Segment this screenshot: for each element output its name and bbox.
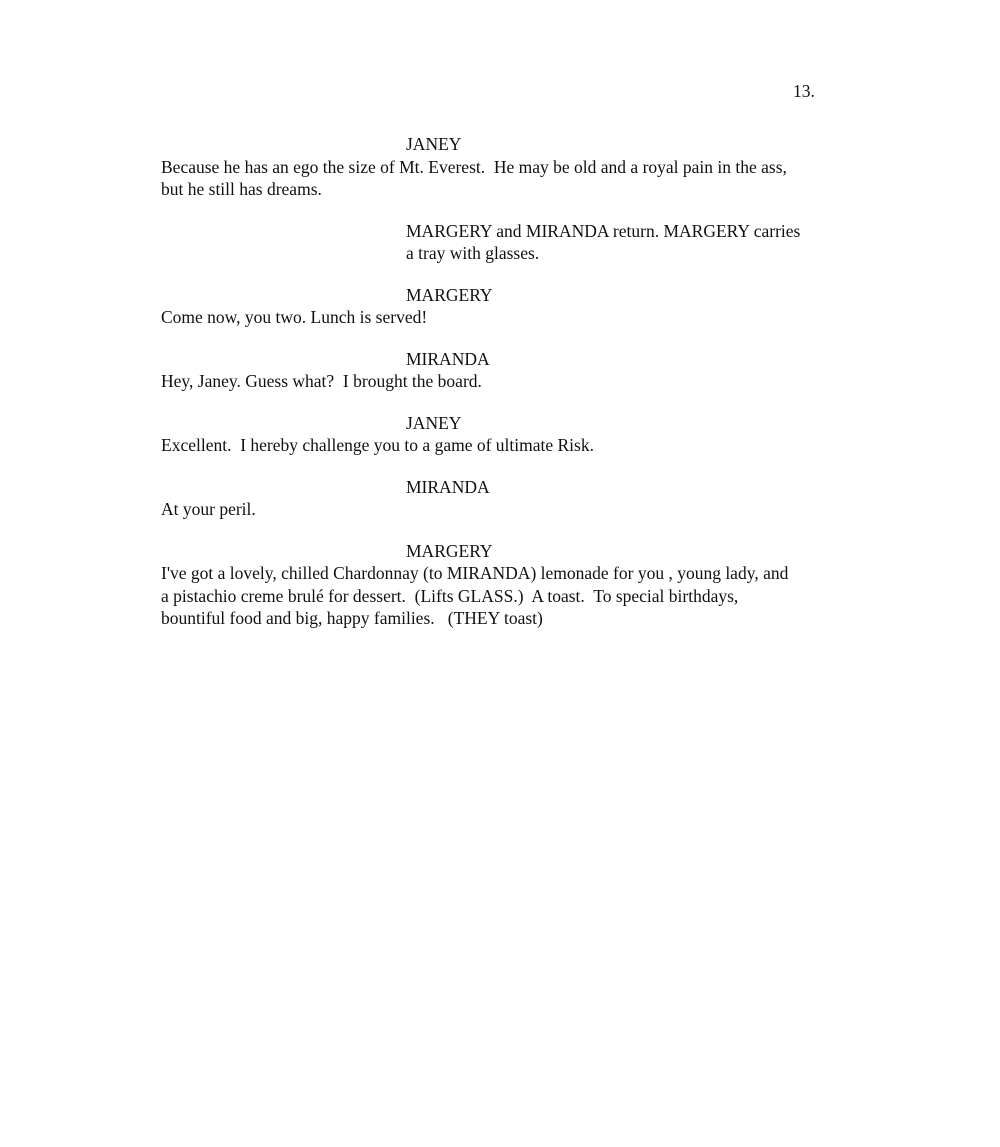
dialogue-block (161, 540, 841, 630)
dialogue-line: I've got a lovely, chilled Chardonnay (to MIRANDA) lemonade for you , young lady, and (161, 563, 789, 583)
dialogue-line: bountiful food and big, happy families. (THEY toast) (161, 608, 543, 628)
dialogue-block (161, 133, 841, 201)
dialogue-line: Hey, Janey. Guess what? I brought the board. (161, 371, 482, 391)
character-name: MARGERY (406, 284, 493, 305)
dialogue-block (161, 412, 841, 457)
dialogue-line: Come now, you two. Lunch is served! (161, 307, 428, 327)
script-body (161, 133, 841, 630)
character-name: JANEY (406, 134, 462, 154)
stage-direction-block (161, 220, 841, 265)
dialogue-block (161, 284, 841, 329)
dialogue-block (161, 348, 841, 393)
dialogue-block (161, 476, 841, 521)
stage-direction-line: MARGERY and MIRANDA return. MARGERY carries (406, 220, 801, 241)
character-name: MIRANDA (406, 476, 490, 497)
dialogue-line: but he still has dreams. (161, 179, 322, 199)
character-name: JANEY (406, 412, 462, 433)
dialogue-line: a pistachio creme brulé for dessert. (Lifts GLASS.) A toast. To special birthdays, (161, 585, 739, 606)
dialogue-line: Excellent. I hereby challenge you to a game of ultimate Risk. (161, 435, 594, 455)
character-name: MIRANDA (406, 348, 490, 369)
character-name: MARGERY (406, 540, 493, 561)
stage-direction-line: a tray with glasses. (406, 243, 540, 263)
page-number: 13. (793, 81, 815, 101)
dialogue-line: Because he has an ego the size of Mt. Everest. He may be old and a royal pain in the ass, (161, 156, 787, 177)
dialogue-line: At your peril. (161, 499, 256, 519)
